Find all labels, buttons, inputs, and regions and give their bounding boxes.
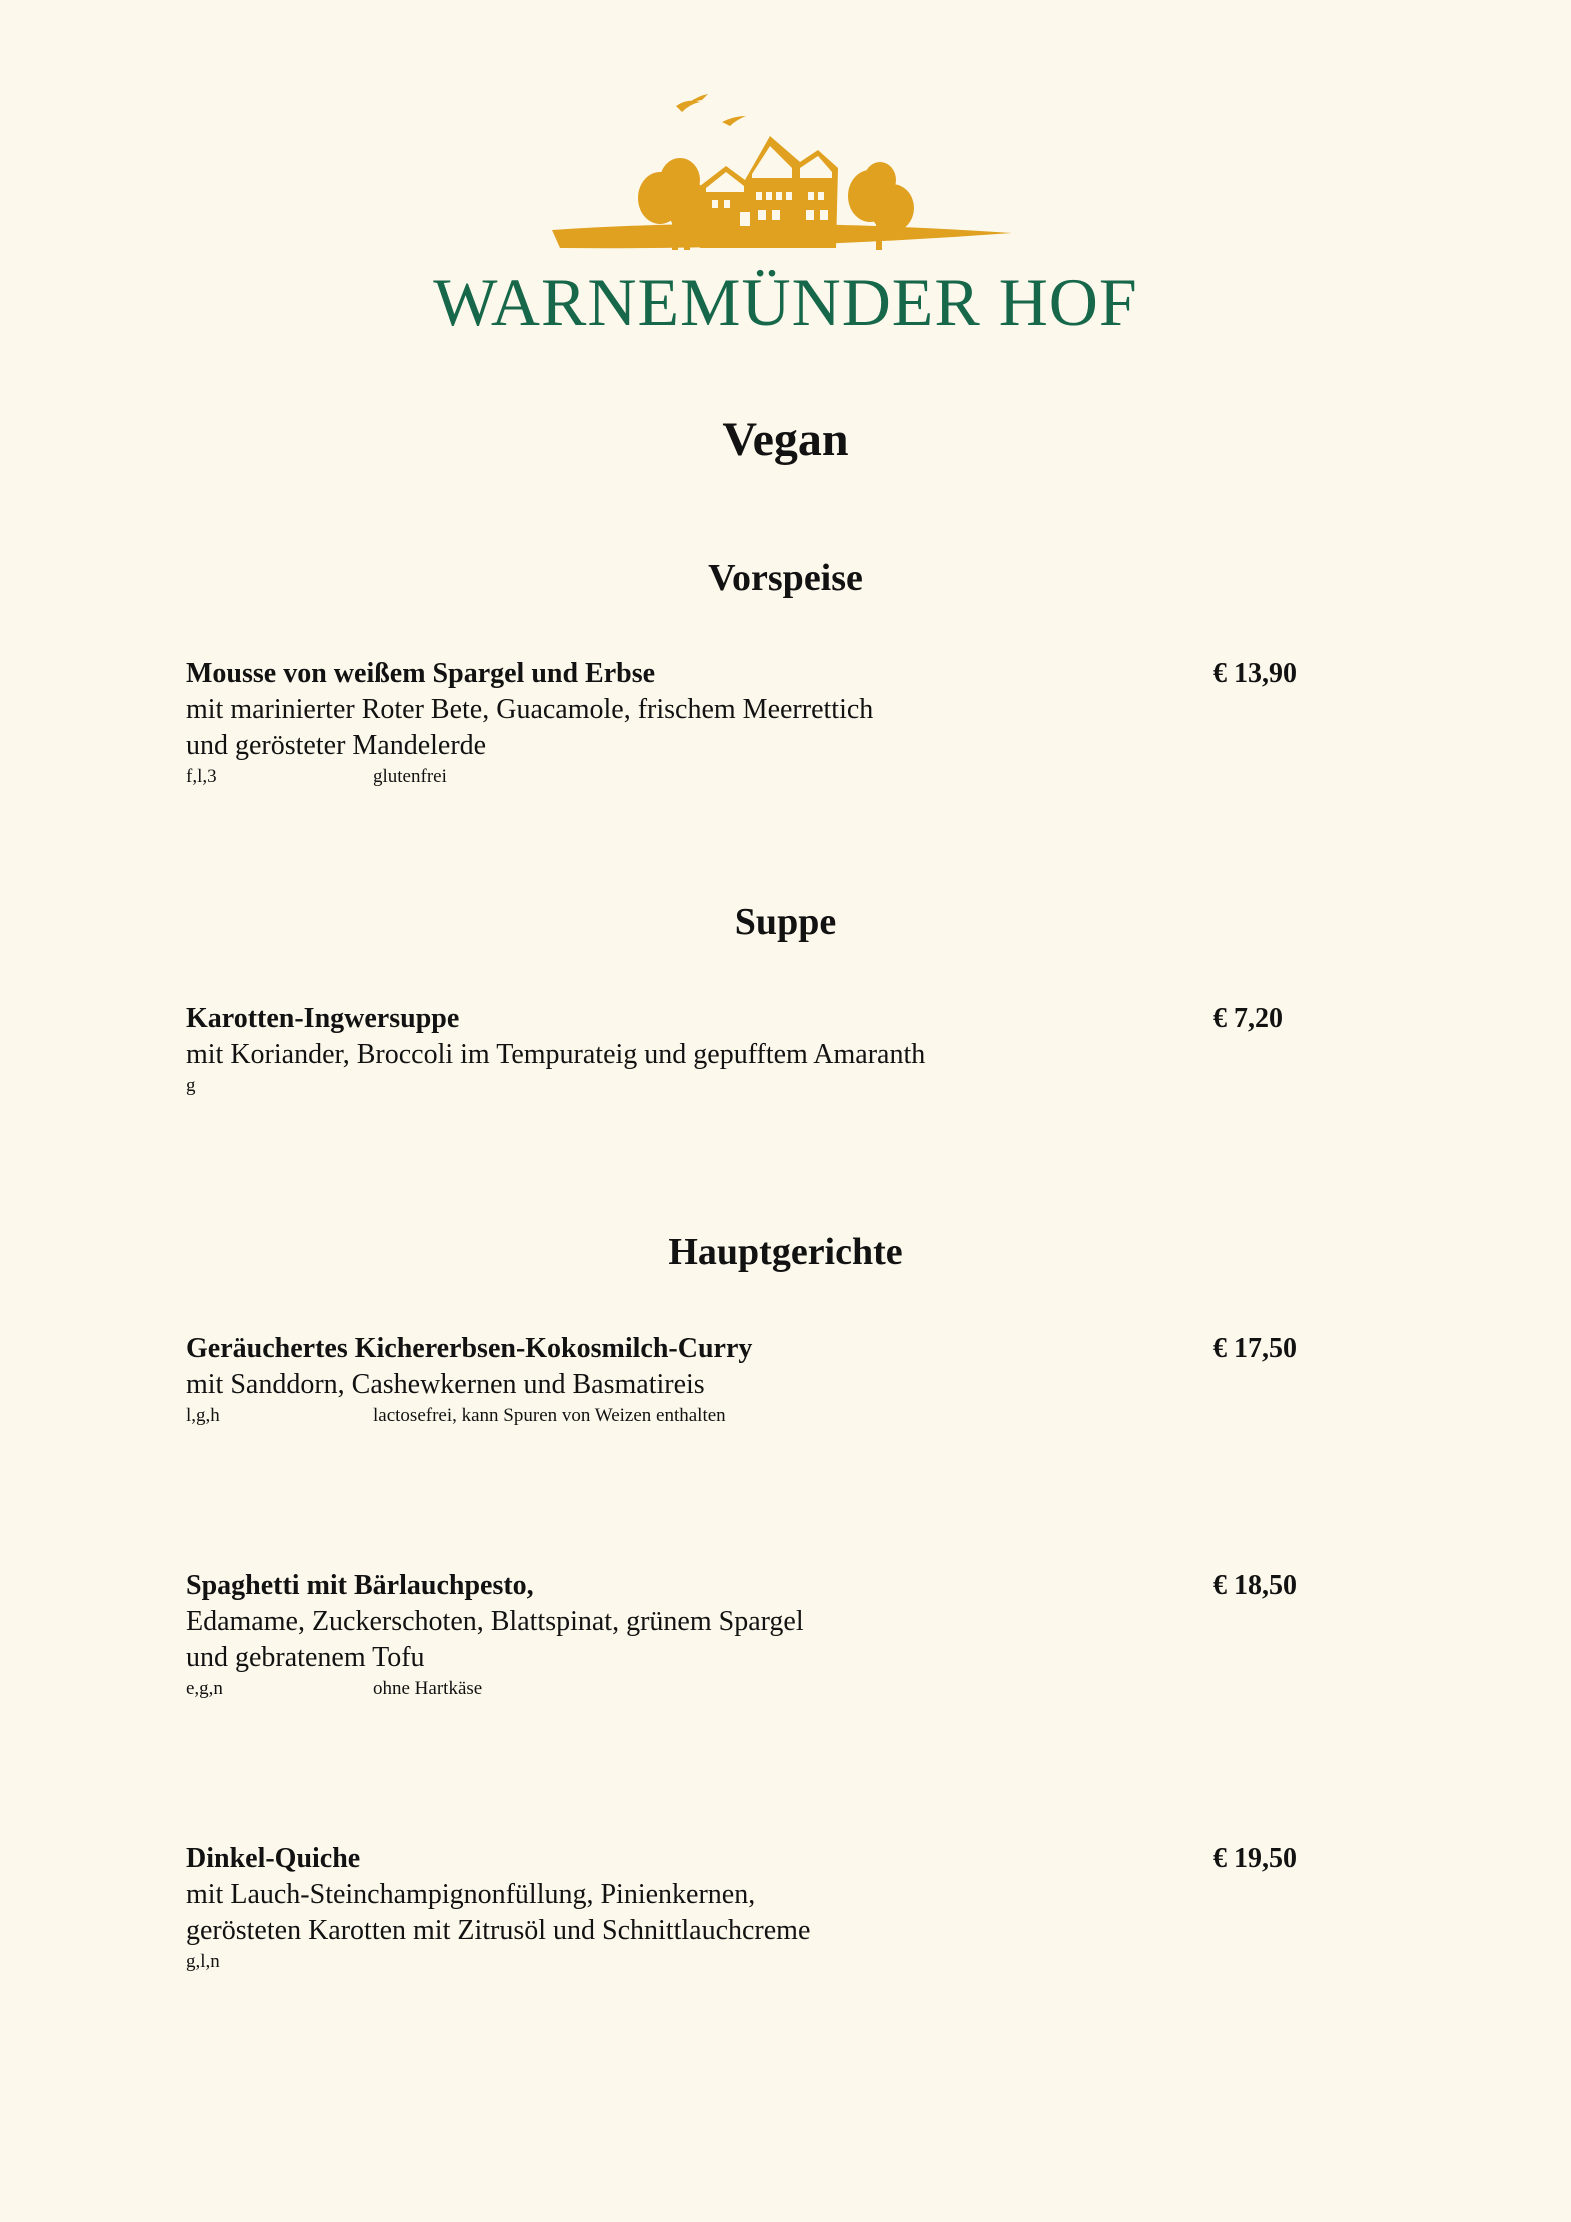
section-title-hauptgerichte: Hauptgerichte — [668, 1231, 903, 1273]
dish-price: € 7,20 — [1213, 1003, 1283, 1034]
dish-allergens: f,l,3 — [186, 766, 217, 787]
dish-description-line: und gerösteter Mandelerde — [186, 730, 487, 761]
section-title-vorspeise: Vorspeise — [708, 557, 863, 599]
dish-price: € 19,50 — [1213, 1843, 1297, 1874]
page-title: Vegan — [722, 413, 849, 466]
dish-description-line: mit marinierter Roter Bete, Guacamole, frischem Meerrettich — [186, 694, 874, 725]
dish-name: Karotten-Ingwersuppe — [186, 1003, 460, 1034]
dish-name: Dinkel-Quiche — [186, 1843, 361, 1874]
dish-name: Geräuchertes Kichererbsen-Kokosmilch-Curry — [186, 1333, 753, 1364]
dish-allergens: l,g,h — [186, 1405, 220, 1426]
dish-description-line: mit Koriander, Broccoli im Tempurateig und gepufftem Amaranth — [186, 1039, 926, 1070]
dish-note: glutenfrei — [373, 766, 447, 787]
dish-allergens: e,g,n — [186, 1678, 223, 1699]
menu-item — [186, 1841, 1306, 1975]
menu-item — [186, 1331, 1306, 1429]
menu-item — [186, 1001, 1306, 1099]
dish-note: ohne Hartkäse — [373, 1678, 483, 1699]
section-title-suppe: Suppe — [734, 901, 837, 943]
country-house-logo-icon — [0, 88, 1571, 268]
menu-item — [186, 656, 1306, 790]
dish-note: lactosefrei, kann Spuren von Weizen enthalten — [373, 1405, 726, 1426]
dish-description-line: mit Sanddorn, Cashewkernen und Basmatireis — [186, 1369, 705, 1400]
dish-description-line: gerösteten Karotten mit Zitrusöl und Schnittlauchcreme — [186, 1915, 811, 1946]
menu-item — [186, 1568, 1306, 1702]
dish-price: € 17,50 — [1213, 1333, 1297, 1364]
dish-description-line: mit Lauch-Steinchampignonfüllung, Pinienkernen, — [186, 1879, 756, 1910]
dish-allergens: g,l,n — [186, 1951, 220, 1972]
dish-name: Mousse von weißem Spargel und Erbse — [186, 658, 656, 689]
brand-logo — [0, 88, 1571, 348]
dish-allergens: g — [186, 1075, 196, 1096]
dish-description-line: und gebratenem Tofu — [186, 1642, 425, 1673]
dish-price: € 18,50 — [1213, 1570, 1297, 1601]
dish-name: Spaghetti mit Bärlauchpesto, — [186, 1570, 534, 1601]
dish-description-line: Edamame, Zuckerschoten, Blattspinat, grünem Spargel — [186, 1606, 804, 1637]
brand-name: WARNEMÜNDER HOF — [433, 264, 1138, 340]
dish-price: € 13,90 — [1213, 658, 1297, 689]
